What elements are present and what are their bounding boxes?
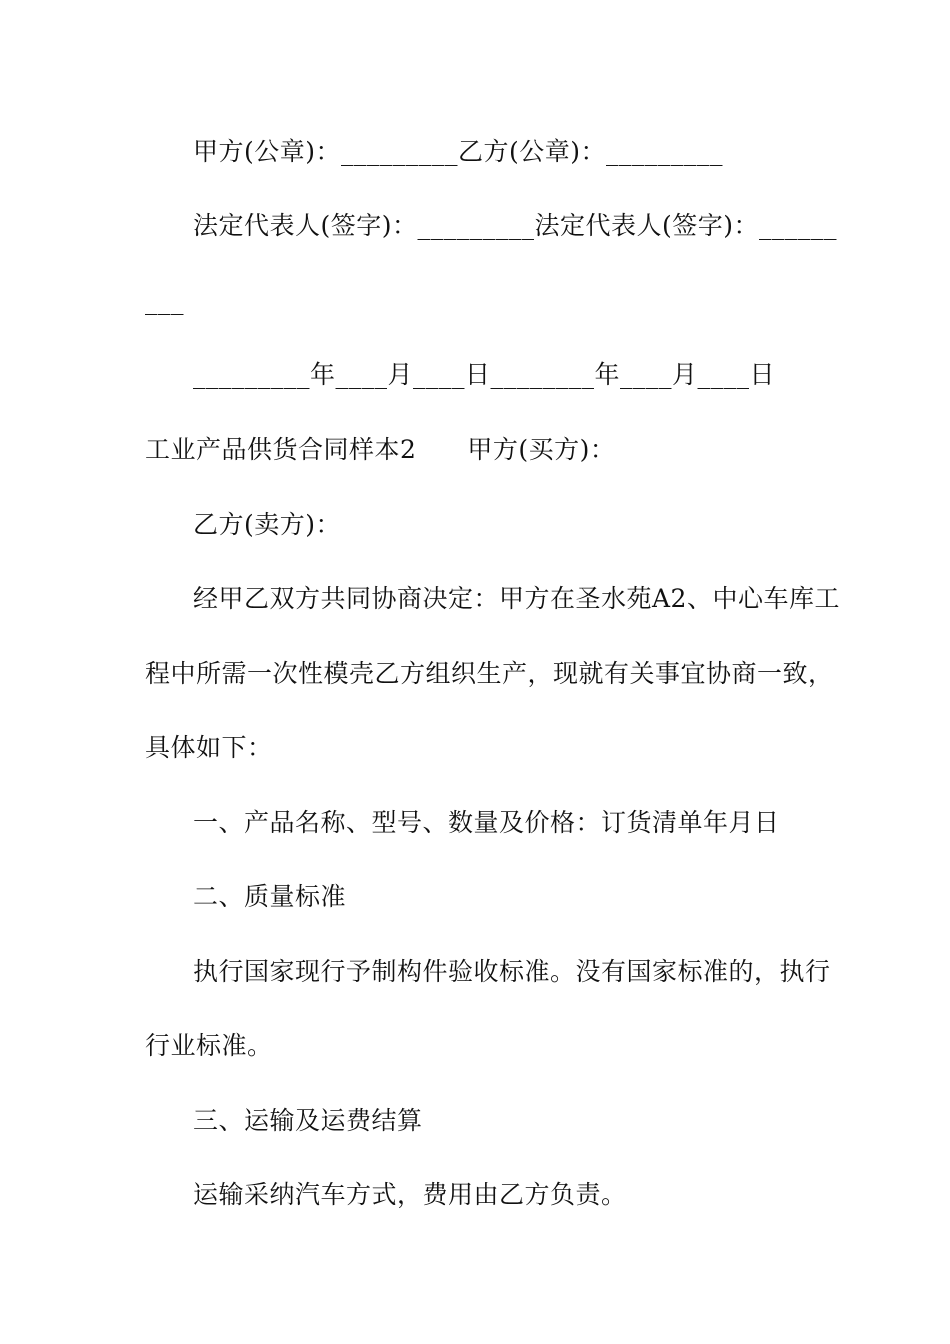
- signature-line-cont: ___: [145, 286, 184, 315]
- paragraph-line: 经甲乙双方共同协商决定：甲方在圣水苑A2、中心车库工: [193, 584, 840, 613]
- signature-line: 法定代表人(签字)：_________法定代表人(签字)：______: [193, 211, 838, 240]
- section-heading: 二、质量标准: [193, 882, 347, 911]
- date-line: _________年____月____日________年____月____日: [193, 360, 776, 389]
- seal-line: 甲方(公章)：_________乙方(公章)：_________: [193, 137, 724, 166]
- paragraph-line: 行业标准。: [145, 1031, 273, 1060]
- section-heading: 一、产品名称、型号、数量及价格：订货清单年月日: [193, 808, 780, 837]
- paragraph-line: 程中所需一次性模壳乙方组织生产，现就有关事宜协商一致，: [145, 659, 834, 688]
- paragraph-line: 运输采纳汽车方式，费用由乙方负责。: [193, 1180, 627, 1209]
- paragraph-line: 具体如下：: [145, 733, 273, 762]
- section-heading: 三、运输及运费结算: [193, 1106, 423, 1135]
- paragraph-line: 执行国家现行予制构件验收标准。没有国家标准的，执行: [193, 957, 831, 986]
- contract-title-line: 工业产品供货合同样本2 甲方(买方)：: [145, 435, 616, 464]
- party-b-line: 乙方(卖方)：: [193, 510, 342, 539]
